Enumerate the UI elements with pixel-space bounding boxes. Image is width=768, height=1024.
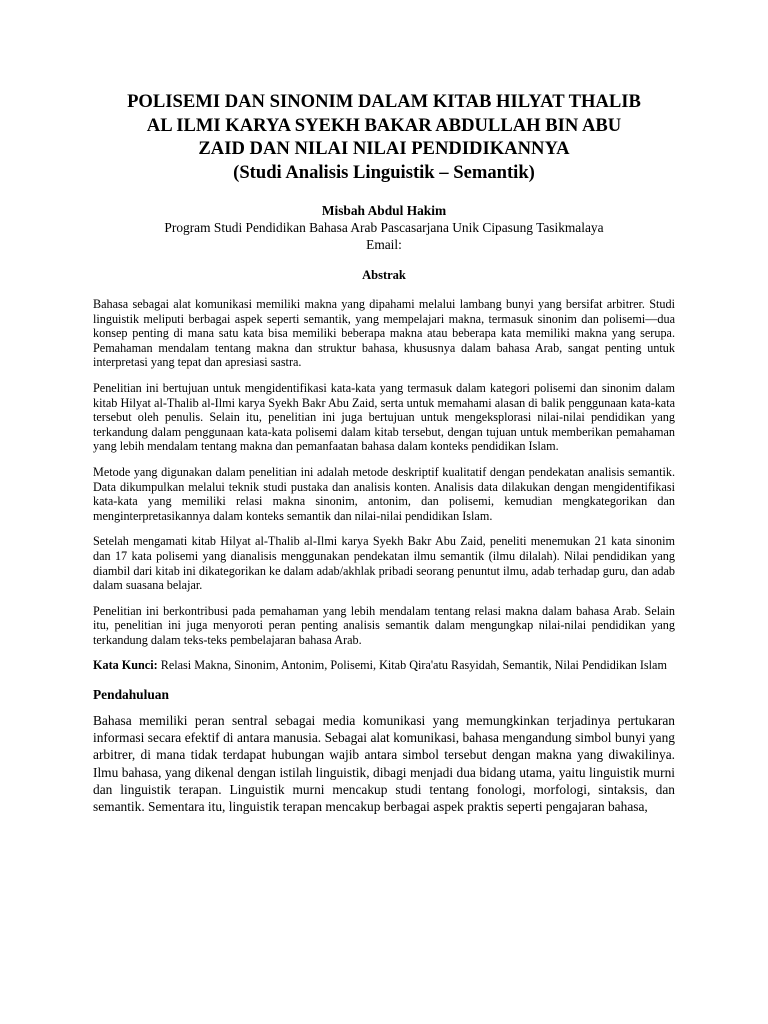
abstract-paragraph: Bahasa sebagai alat komunikasi memiliki makna yang dipahami melalui lambang bunyi yang bersifat arbitrer. Studi linguistik meliputi berbagai aspek seperti semantik, yang mempelajari makna, termasuk sinonim dan polisemi—dua konsep penting di mana satu kata bisa memiliki beberapa makna atau beberapa kata memiliki makna yang serupa. Pemahaman mendalam tentang makna dan struktur bahasa, khususnya dalam bahasa Arab, sangat penting untuk interpretasi yang tepat dan apresiasi sastra. — [93, 297, 675, 370]
abstract-paragraph: Setelah mengamati kitab Hilyat al-Thalib al-Ilmi karya Syekh Bakr Abu Zaid, peneliti menemukan 21 kata sinonim dan 17 kata polisemi yang dianalisis menggunakan pendekatan ilmu semantik (ilmu dilalah). Nilai pendidikan yang diambil dari kitab ini dikategorikan ke dalam adab/akhlak pribadi seorang penuntut ilmu, adab terhadap guru, dan adab dalam suasana belajar. — [93, 534, 675, 593]
author-email: Email: — [366, 237, 402, 252]
title-line: ZAID DAN NILAI NILAI PENDIDIKANNYA — [198, 138, 570, 159]
keywords-label: Kata Kunci: — [93, 658, 158, 673]
abstract-paragraph: Penelitian ini berkontribusi pada pemahaman yang lebih mendalam tentang relasi makna dalam bahasa Arab. Selain itu, penelitian ini juga menyoroti peran penting analisis semantik dalam mengungkap nilai-nilai pendidikan yang terkandung dalam teks-teks pembelajaran bahasa Arab. — [93, 603, 675, 647]
subtitle-line: (Studi Analisis Linguistik – Semantik) — [233, 161, 535, 183]
author-affiliation: Program Studi Pendidikan Bahasa Arab Pascasarjana Unik Cipasung Tasikmalaya — [164, 220, 604, 235]
author-name: Misbah Abdul Hakim — [321, 203, 447, 218]
keywords — [93, 658, 675, 673]
abstract-paragraph: Penelitian ini bertujuan untuk mengidentifikasi kata-kata yang termasuk dalam kategori polisemi dan sinonim dalam kitab Hilyat al-Thalib al-Ilmi karya Syekh Bakr Abu Zaid, serta untuk memahami alasan di balik penggunaan kata-kata tersebut oleh penulis. Selain itu, penelitian ini juga bertujuan untuk mengeksplorasi nilai-nilai pendidikan yang terkandung dalam penggunaan kata-kata polisemi dalam kitab tersebut, dengan tujuan untuk memberikan pemahaman yang lebih mendalam tentang makna dan pemanfaatan bahasa dalam konteks pendidikan Islam. — [93, 380, 675, 454]
title-line: AL ILMI KARYA SYEKH BAKAR ABDULLAH BIN ABU — [146, 114, 622, 136]
abstract-heading: Abstrak — [362, 268, 406, 282]
section-heading-introduction: Pendahuluan — [93, 687, 169, 703]
keywords-text: Relasi Makna, Sinonim, Antonim, Polisemi, Kitab Qira'atu Rasyidah, Semantik, Nilai Pendidikan Islam — [157, 658, 667, 673]
abstract-paragraph: Metode yang digunakan dalam penelitian ini adalah metode deskriptif kualitatif dengan pendekatan analisis semantik. Data dikumpulkan melalui teknik studi pustaka dan analisis konten. Analisis data dilakukan dengan mengidentifikasi kata-kata yang memiliki relasi makna sinonim, antonim, dan polisemi, kemudian mengkategorikan dan menginterpretasikannya dalam konteks semantik dan nilai-nilai pendidikan Islam. — [93, 464, 675, 523]
title-line: POLISEMI DAN SINONIM DALAM KITAB HILYAT THALIB — [127, 91, 641, 112]
paper-title — [93, 90, 675, 184]
introduction-paragraph: Bahasa memiliki peran sentral sebagai media komunikasi yang memungkinkan terjadinya pertukaran informasi secara efektif di antara manusia. Sebagai alat komunikasi, bahasa mengandung simbol bunyi yang arbitrer, di mana tidak terdapat hubungan wajib antara simbol tersebut dengan makna yang diwakilinya. Ilmu bahasa, yang dikenal dengan istilah linguistik, dibagi menjadi dua bidang utama, yaitu linguistik murni dan linguistik terapan. Linguistik murni mencakup studi tentang fonologi, morfologi, sintaksis, dan semantik. Sementara itu, linguistik terapan mencakup berbagai aspek praktis seperti pengajaran bahasa, — [93, 713, 675, 815]
